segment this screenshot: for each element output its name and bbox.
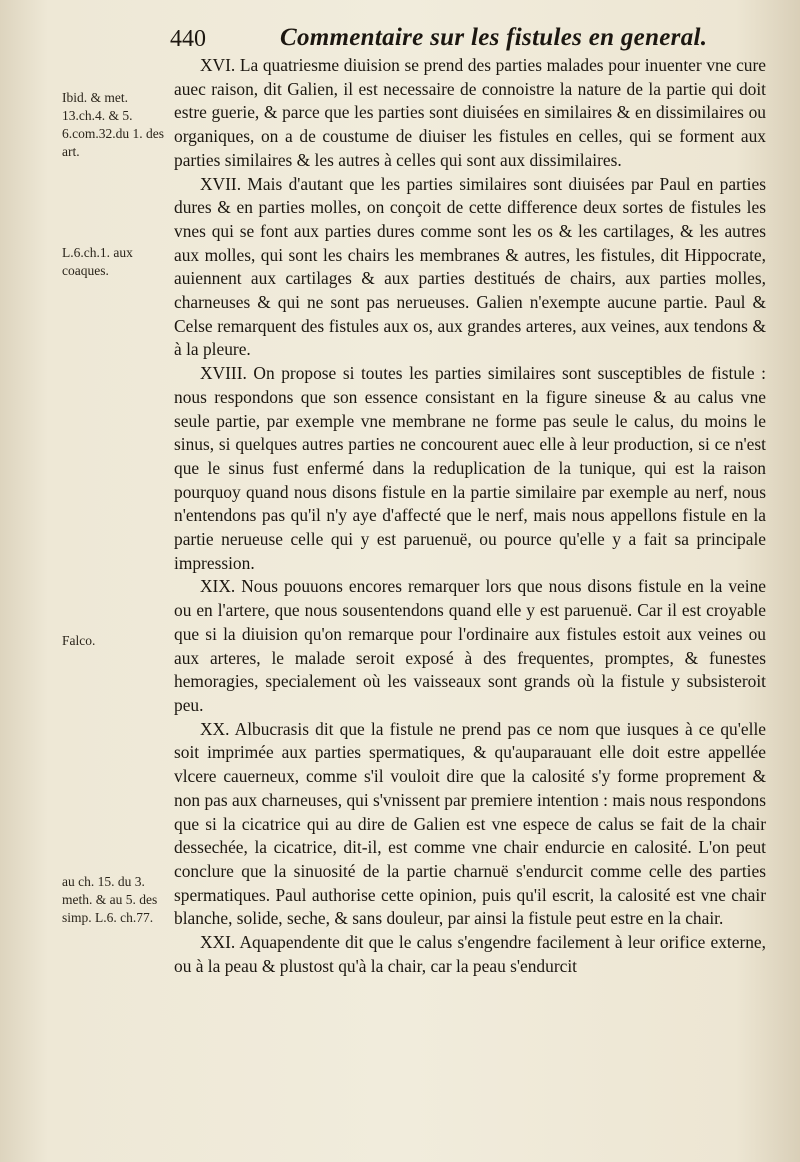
paragraph-xvi: XVI. La quatriesme diuision se prend des parties malades pour inuenter vne cure auec raison, dit Galien, il est necessaire de connoistre la nature de la partie qui doit estre guerie, & parce que les parties sont diuisées en similaires & en dissimilaires ou organiques, on a de coustume de diuiser les fistules en celles, qui se forment aux parties similaires & les autres à celles qui sont aux dissimilaires. [174,55,766,170]
paragraph-xviii: XVIII. On propose si toutes les parties similaires sont susceptibles de fistule : nous respondons que son essence consistant en la figure sineuse & au calus vne seule partie, par exemple vne membrane ne forme pas seule le calus, du moins le sinus, si quelques autres parties ne concourent auec elle à leur production, si ce n'est que le sinus fust enfermé dans la reduplication de la tunique, qui est la raison pourquoy quand nous disons fistule en la partie similaire par exemple au nerf, nous n'entendons pas qu'il n'y aye d'affecté que le nerf, mais nous appellons fistule en la partie nerueuse celle qui y est paruenuë, ou pource qu'elle y a fait sa principale impression. [174,363,766,573]
margin-note: au ch. 15. du 3. meth. & au 5. des simp. L.6. ch.77. [62,874,158,925]
margin-note: Ibid. & met. 13.ch.4. & 5. 6.com.32.du 1. des art. [62,90,164,159]
paragraph-xix: XIX. Nous pouuons encores remarquer lors que nous disons fistule en la veine ou en l'artere, que nous sousentendons quand elle y est paruenuë. Car il est croyable que si la diuision qu'on remarque pour l'ordinaire aux fistules estoit aux veines ou aux arteres, le malade seroit exposé à des frequentes, promptes, & funestes hemoragies, specialement où les vaisseaux sont grands où la fistule y subsisteroit peu. [174,576,766,715]
page-number: 440 [170,26,206,52]
margin-note: L.6.ch.1. aux coaques. [62,245,133,278]
paragraph-xxi: XXI. Aquapendente dit que le calus s'engendre facilement à leur orifice externe, ou à la peau & plustost qu'à la chair, car la peau s'endurcit [174,932,766,976]
paragraph-xx: XX. Albucrasis dit que la fistule ne prend pas ce nom que iusques à ce qu'elle soit imprimée aux parties spermatiques, & qu'auparauant elle doit estre appellée vlcere cauerneux, comme s'il vouloit dire que la calosité s'y forme proprement & non pas aux charneuses, qui s'vnissent par premiere intention : mais nous respondons que si la cicatrice qui au dire de Galien est vne espece de calus se fait de la chair dessechée, la cicatrice, dit-il, est comme vne chair endurcie en calosité. L'on peut conclure que la sinuosité de la partie charnuë s'endurcit comme celle des parties spermatiques. Paul authorise cette opinion, puis qu'il escrit, la calosité est vne chair blanche, solide, seche, & sans douleur, par ainsi la fistule peut estre en la chair. [174,718,766,929]
margin-note: Falco. [62,633,96,648]
page-header [170,22,790,56]
running-title: Commentaire sur les fistules en general. [280,24,708,51]
body-text [174,54,766,978]
paragraph-xvii: XVII. Mais d'autant que les parties similaires sont diuisées par Paul en parties dures & en parties molles, on conçoit de cette difference deux sortes de fistules les vnes qui se font aux parties dures comme sont les os & les cartilages, & les autres aux molles, qui sont les chairs les membranes & autres, les fistules, dit Hippocrate, auiennent aux cartilages & aux parties destitués de chairs, aux parties molles, charneuses & qui ne sont pas nerueuses. Galien n'exempte aucune partie. Paul & Celse remarquent des fistules aux os, aux grandes arteres, aux veines, aux tendons & à la pleure. [174,173,766,360]
